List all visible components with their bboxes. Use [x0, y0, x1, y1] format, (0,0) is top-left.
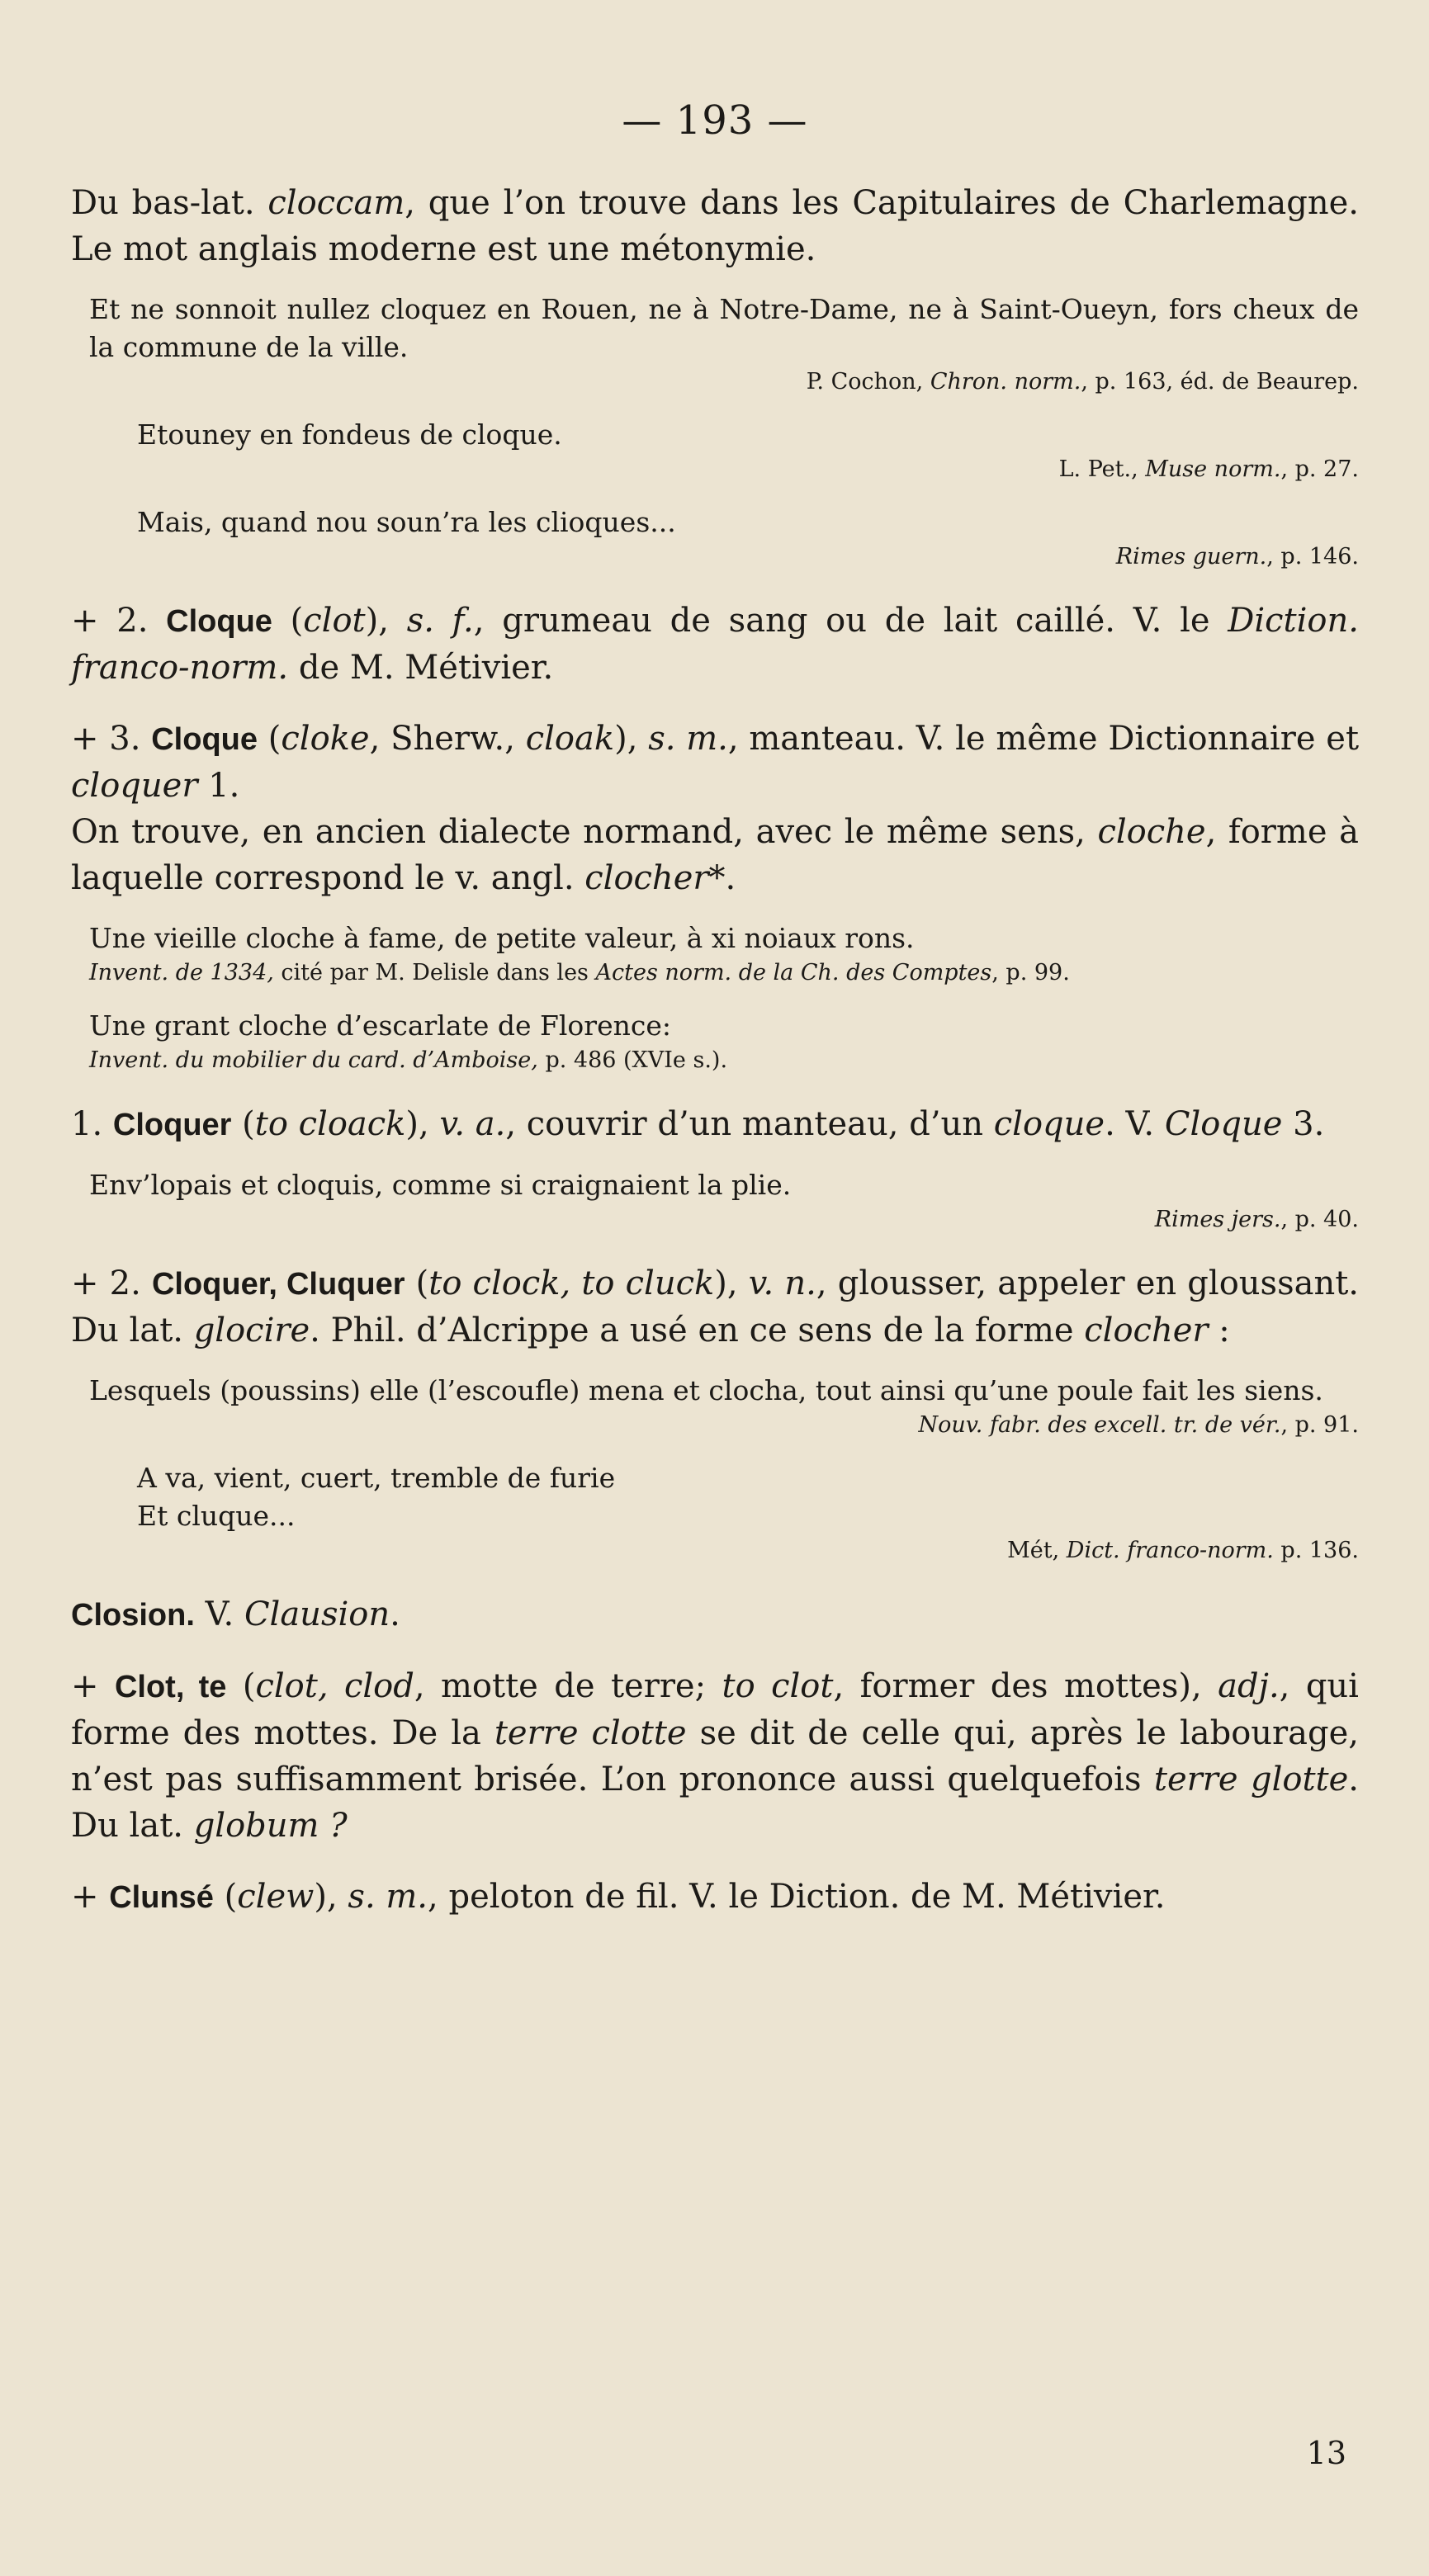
- text-run: .: [390, 1595, 400, 1633]
- italic-run: Clausion: [244, 1595, 390, 1633]
- italic-run: s. m.: [648, 720, 728, 758]
- italic-run: s. m.: [348, 1878, 428, 1916]
- text-run: (: [226, 1667, 256, 1705]
- italic-run: cloche: [1097, 813, 1206, 851]
- cite-ref: , p. 146.: [1266, 544, 1359, 570]
- page: [71, 97, 1359, 1921]
- text-run: . V.: [1105, 1105, 1165, 1143]
- entry-headword: Clunsé: [109, 1880, 214, 1915]
- cite-author: P. Cochon,: [806, 369, 930, 395]
- italic-run: clot: [303, 602, 366, 640]
- italic-run: s. f.: [406, 602, 474, 640]
- text-run: , glousser, appeler en gloussant. Du lat.: [71, 1264, 1359, 1349]
- text-run: :: [1208, 1312, 1230, 1349]
- quote-block-4: [71, 919, 1359, 989]
- text-run: . Phil. d’Alcrippe a usé en ce sens de la forme: [310, 1312, 1085, 1349]
- text-run: , former des mottes),: [833, 1667, 1218, 1705]
- verse-line-2: Et cluque...: [137, 1500, 296, 1532]
- text-run: 3.: [1282, 1105, 1325, 1143]
- italic-run: terre glotte: [1153, 1761, 1349, 1798]
- verse-line-1: A va, vient, cuert, tremble de furie: [137, 1462, 616, 1494]
- text-run: . Du lat.: [71, 1761, 1359, 1845]
- entry-headword: Clot, te: [114, 1670, 227, 1704]
- text-run: (: [213, 1878, 238, 1916]
- cite-ref: , p. 91.: [1280, 1412, 1359, 1438]
- quote-text: Lesquels (poussins) elle (l’escoufle) mena et clocha, tout ainsi qu’une poule fait les siens.: [89, 1374, 1323, 1406]
- text-run: , motte de terre;: [414, 1667, 722, 1705]
- quote-block-3: [71, 503, 1359, 573]
- text-run: On trouve, en ancien dialecte normand, avec le même sens,: [71, 813, 1098, 851]
- italic-run: adj.: [1218, 1667, 1280, 1705]
- cite-title: Invent. du mobilier du card. d’Amboise,: [89, 1047, 538, 1073]
- entry-clunse: [71, 1874, 1359, 1921]
- cite-title: Nouv. fabr. des excell. tr. de vér.: [918, 1412, 1281, 1438]
- quote-citation: [71, 1410, 1359, 1441]
- cite-author: Mét,: [1007, 1538, 1067, 1563]
- italic-run: Cloque: [1164, 1105, 1283, 1143]
- text-run: ),: [614, 720, 649, 758]
- italic-run: cloquer: [71, 767, 198, 805]
- text-run: , que l’on trouve dans les Capitulaires de Charlemagne. Le mot anglais moderne est une métonymie.: [71, 184, 1360, 268]
- italic-run: clew: [237, 1878, 315, 1916]
- text-run: , grumeau de sang ou de lait caillé. V. le: [473, 602, 1228, 640]
- italic-run: to clock, to cluck: [428, 1264, 715, 1302]
- text-run: , Sherw.,: [369, 720, 526, 758]
- entry-cloque-3: [71, 716, 1359, 809]
- text-run: se dit de celle qui, après le labourage, n’est pas suffisamment brisée. L’on prononce aussi quelquefois: [71, 1714, 1359, 1798]
- italic-run: clocher: [1084, 1312, 1209, 1349]
- entry-mark: +: [71, 1667, 115, 1705]
- entry-cloquer-1: [71, 1101, 1359, 1148]
- cite-ref: , p. 27.: [1280, 456, 1359, 482]
- italic-run: Diction. franco-norm.: [71, 602, 1359, 687]
- cite-ref: , p. 99.: [991, 960, 1070, 985]
- quote-text: Env’lopais et cloquis, comme si craignaient la plie.: [89, 1169, 792, 1201]
- cite-ref: p. 486 (XVIe s.).: [537, 1047, 728, 1073]
- italic-run: globum ?: [193, 1807, 348, 1845]
- quote-text: Etouney en fondeus de cloque.: [137, 418, 562, 451]
- italic-run: to clot: [722, 1667, 834, 1705]
- paragraph-cloche: [71, 809, 1359, 901]
- entry-headword: Cloquer: [112, 1108, 232, 1142]
- cite-ref: p. 136.: [1273, 1538, 1359, 1563]
- italic-run: cloque: [993, 1105, 1105, 1143]
- quote-citation: [71, 366, 1359, 398]
- italic-run: cloak: [525, 720, 615, 758]
- text-run: , qui forme des mottes. De la: [71, 1667, 1359, 1752]
- entry-cloque-2: [71, 598, 1359, 691]
- quote-block-5: [71, 1007, 1359, 1076]
- entry-cloquer-2: [71, 1260, 1359, 1354]
- italic-run: clocher*: [584, 859, 726, 897]
- entry-closion: [71, 1591, 1359, 1638]
- text-run: , couvrir d’un manteau, d’un: [505, 1105, 994, 1143]
- text-run: .: [725, 859, 736, 897]
- entry-mark: +: [71, 1878, 110, 1916]
- text-run: ),: [405, 1105, 440, 1143]
- paragraph-etymology: [71, 180, 1359, 272]
- page-header: — 193 —: [622, 97, 808, 144]
- quote-citation: [71, 454, 1359, 485]
- italic-run: v. a.: [439, 1105, 506, 1143]
- text-run: , forme à laquelle correspond le v. angl.: [71, 813, 1359, 897]
- quote-block-7: [71, 1372, 1359, 1441]
- cite-title: Rimes jers.: [1154, 1207, 1281, 1232]
- text-run: de M. Métivier.: [288, 649, 554, 687]
- text-run: Du bas-lat.: [71, 184, 268, 222]
- quote-citation: [71, 1535, 1359, 1567]
- text-run: ),: [314, 1878, 348, 1916]
- entry-headword: Closion.: [71, 1598, 195, 1633]
- text-run: ),: [365, 602, 407, 640]
- italic-run: terre clotte: [494, 1714, 687, 1752]
- quote-text: Une grant cloche d’escarlate de Florence:: [89, 1009, 671, 1042]
- text-run: 1.: [197, 767, 240, 805]
- entry-headword: Cloque: [166, 604, 272, 639]
- entry-mark: + 2.: [71, 1264, 152, 1302]
- quote-citation: [71, 1204, 1359, 1236]
- italic-run: glocire: [193, 1312, 310, 1349]
- cite-title: Muse norm.: [1145, 456, 1281, 482]
- entry-mark: 1.: [71, 1105, 113, 1143]
- italic-run: to cloack: [254, 1105, 406, 1143]
- cite-title: Rimes guern.: [1115, 544, 1267, 570]
- text-run: , peloton de fil. V. le Diction. de M. Métivier.: [428, 1878, 1166, 1916]
- quote-text: Une vieille cloche à fame, de petite valeur, à xi noiaux rons.: [89, 922, 915, 954]
- entry-clot: [71, 1663, 1359, 1849]
- text-run: (: [231, 1105, 255, 1143]
- italic-run: cloke: [281, 720, 370, 758]
- cite-ref: , p. 163, éd. de Beaurep.: [1081, 369, 1359, 395]
- cite-ref: , p. 40.: [1280, 1207, 1359, 1232]
- text-run: ),: [714, 1264, 749, 1302]
- cite-author: L. Pet.,: [1058, 456, 1146, 482]
- quote-block-8: [71, 1459, 1359, 1567]
- entry-headword: Cloquer, Cluquer: [151, 1267, 405, 1302]
- cite-title: Invent. de 1334,: [89, 960, 274, 985]
- text-run: (: [272, 602, 304, 640]
- italic-run: cloccam: [267, 184, 405, 222]
- quote-block-2: [71, 416, 1359, 485]
- quote-citation: [71, 1045, 1359, 1076]
- text-run: , manteau. V. le même Dictionnaire et: [727, 720, 1360, 758]
- italic-run: clot, clod: [255, 1667, 414, 1705]
- cite-ref: cité par M. Delisle dans les: [273, 960, 596, 985]
- entry-headword: Cloque: [151, 722, 258, 757]
- text-run: (: [405, 1264, 429, 1302]
- cite-title: Actes norm. de la Ch. des Comptes: [595, 960, 992, 985]
- entry-mark: + 2.: [71, 602, 167, 640]
- quote-block-6: [71, 1166, 1359, 1236]
- quote-text: Et ne sonnoit nullez cloquez en Rouen, ne à Notre-Dame, ne à Saint-Oueyn, fors cheux de la commune de la ville.: [89, 293, 1359, 363]
- quote-text: Mais, quand nou soun’ra les clioques...: [137, 506, 676, 538]
- italic-run: v. n.: [748, 1264, 816, 1302]
- text-run: V.: [194, 1595, 244, 1633]
- text-run: (: [258, 720, 282, 758]
- quote-block-1: [71, 291, 1359, 398]
- page-number: 13: [1306, 2435, 1346, 2471]
- cite-title: Dict. franco-norm.: [1066, 1538, 1274, 1563]
- quote-citation: [71, 541, 1359, 573]
- quote-citation: [71, 957, 1359, 989]
- cite-title: Chron. norm.: [930, 369, 1081, 395]
- entry-mark: + 3.: [71, 720, 152, 758]
